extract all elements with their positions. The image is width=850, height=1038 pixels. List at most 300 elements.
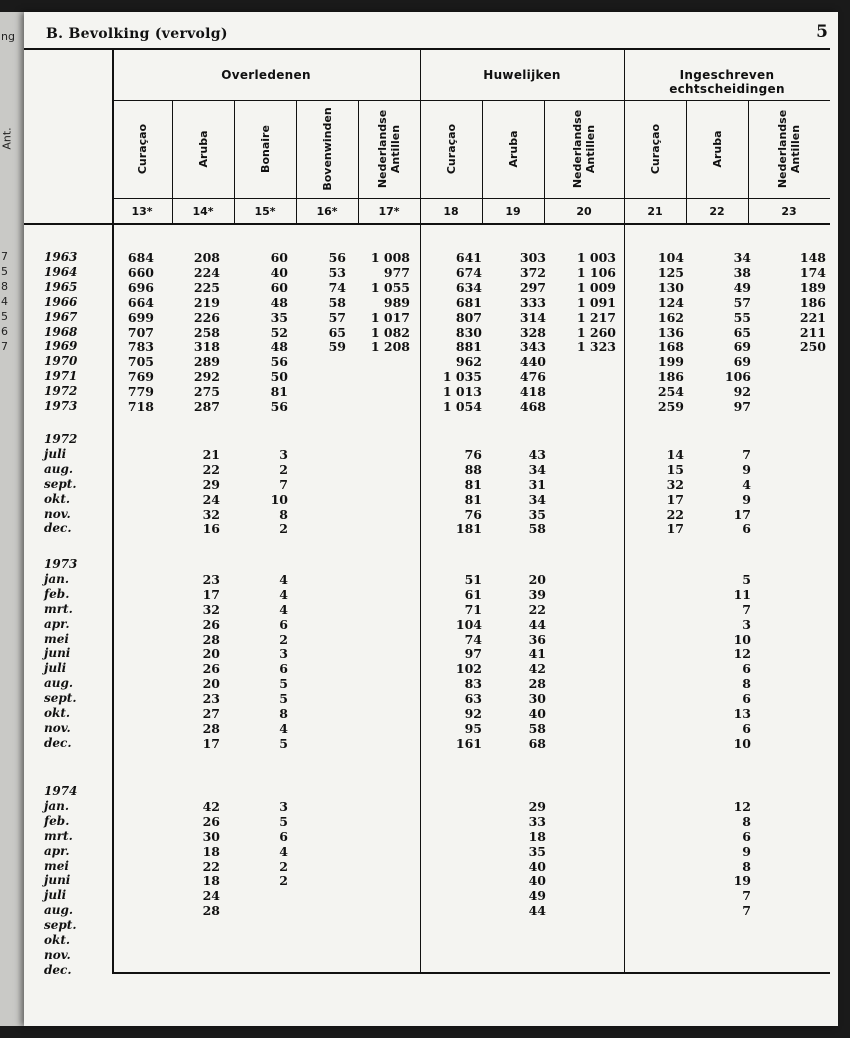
row-label: okt. bbox=[44, 933, 71, 947]
table-cell: 102 bbox=[455, 661, 482, 677]
column-number: 13* bbox=[131, 205, 153, 218]
table-cell: 136 bbox=[657, 324, 684, 340]
column-header: Nederlandse Antillen bbox=[776, 109, 802, 189]
column-header: Bonaire bbox=[258, 125, 272, 173]
table-cell: 44 bbox=[528, 616, 546, 632]
table-cell: 174 bbox=[799, 264, 826, 280]
column-number: 19 bbox=[505, 205, 521, 218]
table-cell: 7 bbox=[279, 476, 288, 492]
table-cell: 23 bbox=[202, 571, 220, 587]
table-cell: 696 bbox=[127, 279, 154, 295]
table-cell: 57 bbox=[733, 294, 751, 310]
column-number: 15* bbox=[254, 205, 276, 218]
table-cell: 8 bbox=[742, 676, 751, 692]
table-cell: 11 bbox=[733, 586, 751, 602]
table-cell: 48 bbox=[270, 294, 288, 310]
table-cell: 17 bbox=[733, 506, 751, 522]
row-label: mrt. bbox=[44, 828, 73, 843]
table-cell: 38 bbox=[733, 264, 751, 280]
table-cell: 29 bbox=[528, 798, 546, 814]
table-cell: 22 bbox=[202, 461, 220, 477]
table-cell: 104 bbox=[657, 250, 684, 265]
table-cell: 55 bbox=[733, 309, 751, 325]
table-cell: 35 bbox=[528, 506, 546, 522]
table-cell: 292 bbox=[193, 369, 220, 385]
table-cell: 186 bbox=[799, 294, 826, 310]
table-cell: 161 bbox=[455, 735, 482, 751]
table-cell: 97 bbox=[464, 646, 482, 662]
table-cell: 1 035 bbox=[442, 369, 482, 385]
table-cell: 705 bbox=[127, 354, 154, 370]
table-cell: 5 bbox=[279, 735, 288, 751]
group-divider-rule bbox=[624, 49, 625, 973]
table-cell: 104 bbox=[455, 616, 482, 632]
table-cell: 186 bbox=[657, 369, 684, 385]
table-cell: 287 bbox=[193, 399, 220, 414]
table-cell: 8 bbox=[279, 706, 288, 721]
table-cell: 50 bbox=[270, 369, 288, 385]
row-label: 1970 bbox=[44, 354, 78, 369]
column-header: Bovenwinden bbox=[320, 107, 334, 191]
row-label: nov. bbox=[44, 720, 71, 735]
table-cell: 17 bbox=[666, 491, 684, 507]
table-cell: 26 bbox=[202, 813, 220, 829]
table-cell: 181 bbox=[455, 521, 482, 537]
row-label: 1966 bbox=[44, 294, 78, 309]
table-cell: 43 bbox=[528, 446, 546, 462]
table-cell: 42 bbox=[202, 798, 220, 814]
table-cell: 297 bbox=[519, 279, 546, 295]
table-cell: 69 bbox=[733, 339, 751, 355]
table-cell: 92 bbox=[733, 384, 751, 400]
table-cell: 32 bbox=[202, 601, 220, 617]
table-cell: 148 bbox=[799, 250, 826, 265]
table-cell: 10 bbox=[270, 491, 288, 507]
row-label: juli bbox=[44, 888, 67, 903]
top-rule bbox=[24, 48, 830, 50]
row-label: 1971 bbox=[44, 369, 78, 384]
table-cell: 225 bbox=[193, 279, 220, 295]
table-cell: 39 bbox=[528, 586, 546, 602]
table-cell: 32 bbox=[666, 476, 684, 492]
row-label: jan. bbox=[44, 571, 70, 586]
row-label: nov. bbox=[44, 947, 71, 962]
table-cell: 58 bbox=[528, 521, 546, 537]
row-label: sept. bbox=[44, 691, 77, 706]
table-cell: 92 bbox=[464, 706, 482, 721]
group-header: Overledenen bbox=[221, 68, 311, 82]
table-cell: 33 bbox=[528, 813, 546, 829]
table-cell: 8 bbox=[742, 858, 751, 874]
table-cell: 9 bbox=[742, 843, 751, 859]
table-cell: 783 bbox=[127, 339, 154, 355]
table-cell: 34 bbox=[528, 491, 546, 507]
table-cell: 4 bbox=[279, 843, 288, 859]
table-cell: 275 bbox=[193, 384, 220, 400]
column-number: 23 bbox=[781, 205, 797, 218]
column-number: 14* bbox=[192, 205, 214, 218]
table-cell: 56 bbox=[270, 399, 288, 414]
row-label: 1972 bbox=[44, 384, 78, 399]
table-cell: 6 bbox=[742, 521, 751, 537]
table-cell: 6 bbox=[742, 691, 751, 707]
table-cell: 254 bbox=[657, 384, 684, 400]
table-cell: 10 bbox=[733, 735, 751, 751]
column-header: Curaçao bbox=[648, 123, 662, 175]
table-cell: 29 bbox=[202, 476, 220, 492]
row-label: okt. bbox=[44, 706, 71, 720]
table-cell: 8 bbox=[279, 506, 288, 522]
table-cell: 28 bbox=[202, 903, 220, 919]
table-cell: 24 bbox=[202, 491, 220, 507]
table-cell: 1 003 bbox=[576, 250, 616, 265]
row-label: 1969 bbox=[44, 339, 78, 354]
table-cell: 65 bbox=[733, 324, 751, 340]
table-cell: 58 bbox=[528, 720, 546, 736]
table-cell: 12 bbox=[733, 798, 751, 814]
group-rule bbox=[112, 100, 830, 101]
table-cell: 13 bbox=[733, 706, 751, 721]
table-cell: 125 bbox=[657, 264, 684, 280]
column-number: 18 bbox=[443, 205, 459, 218]
table-cell: 51 bbox=[464, 571, 482, 587]
table-cell: 57 bbox=[328, 309, 346, 325]
table-cell: 42 bbox=[528, 661, 546, 677]
table-cell: 35 bbox=[528, 843, 546, 859]
column-number: 16* bbox=[316, 205, 338, 218]
table-cell: 74 bbox=[464, 631, 482, 647]
row-label: dec. bbox=[44, 962, 72, 977]
table-cell: 258 bbox=[193, 324, 220, 340]
table-cell: 250 bbox=[799, 339, 826, 355]
row-label: sept. bbox=[44, 918, 77, 933]
table-cell: 2 bbox=[279, 858, 288, 874]
table-cell: 1 054 bbox=[442, 399, 482, 414]
section-year-heading: 1973 bbox=[44, 557, 78, 571]
table-cell: 1 208 bbox=[370, 339, 410, 355]
table-cell: 989 bbox=[383, 294, 410, 310]
table-cell: 49 bbox=[528, 888, 546, 904]
table-cell: 1 009 bbox=[576, 279, 616, 295]
table-cell: 6 bbox=[279, 661, 288, 677]
table-cell: 4 bbox=[279, 720, 288, 736]
column-header: Nederlandse Antillen bbox=[376, 109, 402, 189]
table-cell: 12 bbox=[733, 646, 751, 662]
table-cell: 4 bbox=[279, 571, 288, 587]
table-cell: 208 bbox=[193, 250, 220, 265]
table-cell: 7 bbox=[742, 601, 751, 617]
table-cell: 18 bbox=[528, 828, 546, 844]
table-cell: 219 bbox=[193, 294, 220, 310]
table-cell: 40 bbox=[528, 873, 546, 889]
table-cell: 56 bbox=[270, 354, 288, 370]
table-cell: 1 055 bbox=[370, 279, 410, 295]
table-cell: 18 bbox=[202, 873, 220, 889]
table-cell: 328 bbox=[519, 324, 546, 340]
table-cell: 124 bbox=[657, 294, 684, 310]
table-cell: 2 bbox=[279, 461, 288, 477]
row-label: mei bbox=[44, 631, 69, 646]
table-cell: 28 bbox=[528, 676, 546, 692]
table-cell: 56 bbox=[328, 250, 346, 265]
table-cell: 318 bbox=[193, 339, 220, 355]
row-label: jan. bbox=[44, 798, 70, 813]
table-cell: 6 bbox=[279, 616, 288, 632]
table-cell: 74 bbox=[328, 279, 346, 295]
table-cell: 22 bbox=[202, 858, 220, 874]
row-label: aug. bbox=[44, 676, 74, 691]
table-cell: 3 bbox=[279, 646, 288, 662]
margin-fragment: 4 bbox=[1, 295, 8, 308]
row-label: juni bbox=[44, 646, 71, 661]
header-bottom-rule bbox=[24, 223, 830, 225]
table-cell: 97 bbox=[733, 399, 751, 414]
table-cell: 718 bbox=[127, 399, 154, 414]
table-cell: 30 bbox=[528, 691, 546, 707]
table-cell: 6 bbox=[742, 720, 751, 736]
table-cell: 44 bbox=[528, 903, 546, 919]
table-cell: 106 bbox=[724, 369, 751, 385]
table-cell: 2 bbox=[279, 631, 288, 647]
table-cell: 7 bbox=[742, 903, 751, 919]
table-cell: 674 bbox=[455, 264, 482, 280]
table-cell: 1 260 bbox=[576, 324, 616, 340]
group-header: Ingeschreven echtscheidingen bbox=[669, 68, 785, 96]
table-cell: 40 bbox=[528, 858, 546, 874]
table-cell: 17 bbox=[666, 521, 684, 537]
table-cell: 60 bbox=[270, 250, 288, 265]
row-label: 1973 bbox=[44, 399, 78, 413]
margin-fragment: 8 bbox=[1, 280, 8, 293]
table-cell: 2 bbox=[279, 521, 288, 537]
document-page bbox=[24, 12, 838, 1026]
table-cell: 3 bbox=[279, 798, 288, 814]
table-cell: 34 bbox=[528, 461, 546, 477]
colnum-top-rule bbox=[112, 198, 830, 199]
table-cell: 1 013 bbox=[442, 384, 482, 400]
table-cell: 26 bbox=[202, 661, 220, 677]
margin-fragment: Ant. bbox=[0, 127, 14, 150]
table-cell: 303 bbox=[519, 250, 546, 265]
table-cell: 977 bbox=[383, 264, 410, 280]
table-cell: 1 082 bbox=[370, 324, 410, 340]
table-cell: 779 bbox=[127, 384, 154, 400]
table-cell: 34 bbox=[733, 250, 751, 265]
row-label: apr. bbox=[44, 616, 70, 631]
label-column-rule bbox=[112, 49, 114, 973]
table-cell: 58 bbox=[328, 294, 346, 310]
table-cell: 76 bbox=[464, 506, 482, 522]
table-cell: 9 bbox=[742, 491, 751, 507]
table-cell: 36 bbox=[528, 631, 546, 647]
table-cell: 168 bbox=[657, 339, 684, 355]
table-cell: 1 017 bbox=[370, 309, 410, 325]
margin-fragment: 7 bbox=[1, 340, 8, 353]
table-cell: 162 bbox=[657, 309, 684, 325]
table-cell: 1 106 bbox=[576, 264, 616, 280]
table-cell: 5 bbox=[279, 676, 288, 692]
row-label: 1964 bbox=[44, 264, 78, 279]
table-cell: 7 bbox=[742, 888, 751, 904]
table-cell: 83 bbox=[464, 676, 482, 692]
page-title: B. Bevolking (vervolg) bbox=[46, 26, 228, 42]
row-label: okt. bbox=[44, 491, 71, 506]
table-cell: 69 bbox=[733, 354, 751, 370]
row-label: dec. bbox=[44, 735, 72, 750]
table-cell: 440 bbox=[519, 354, 546, 370]
table-cell: 20 bbox=[528, 571, 546, 587]
table-cell: 5 bbox=[742, 571, 751, 587]
table-cell: 48 bbox=[270, 339, 288, 355]
table-cell: 224 bbox=[193, 264, 220, 280]
table-cell: 41 bbox=[528, 646, 546, 662]
table-cell: 76 bbox=[464, 446, 482, 462]
table-cell: 130 bbox=[657, 279, 684, 295]
margin-fragment: 7 bbox=[1, 250, 8, 263]
table-cell: 6 bbox=[742, 828, 751, 844]
row-label: 1965 bbox=[44, 279, 78, 294]
row-label: aug. bbox=[44, 461, 74, 476]
table-cell: 30 bbox=[202, 828, 220, 844]
table-cell: 60 bbox=[270, 279, 288, 295]
row-label: mei bbox=[44, 858, 69, 873]
table-cell: 259 bbox=[657, 399, 684, 414]
row-label: mrt. bbox=[44, 601, 73, 616]
table-cell: 81 bbox=[270, 384, 288, 400]
table-cell: 81 bbox=[464, 491, 482, 507]
table-cell: 664 bbox=[127, 294, 154, 310]
row-label: feb. bbox=[44, 586, 70, 601]
table-cell: 17 bbox=[202, 586, 220, 602]
table-cell: 26 bbox=[202, 616, 220, 632]
table-cell: 199 bbox=[657, 354, 684, 370]
table-cell: 81 bbox=[464, 476, 482, 492]
table-cell: 3 bbox=[742, 616, 751, 632]
table-cell: 226 bbox=[193, 309, 220, 325]
column-header: Nederlandse Antillen bbox=[571, 109, 597, 189]
table-cell: 189 bbox=[799, 279, 826, 295]
table-cell: 20 bbox=[202, 676, 220, 692]
table-cell: 71 bbox=[464, 601, 482, 617]
row-label: 1968 bbox=[44, 324, 78, 339]
column-number: 17* bbox=[378, 205, 400, 218]
table-cell: 7 bbox=[742, 446, 751, 462]
table-cell: 22 bbox=[528, 601, 546, 617]
table-cell: 32 bbox=[202, 506, 220, 522]
row-label: 1963 bbox=[44, 250, 78, 264]
table-cell: 289 bbox=[193, 354, 220, 370]
table-cell: 1 091 bbox=[576, 294, 616, 310]
table-cell: 699 bbox=[127, 309, 154, 325]
table-cell: 881 bbox=[455, 339, 482, 355]
table-cell: 769 bbox=[127, 369, 154, 385]
column-number: 21 bbox=[647, 205, 663, 218]
table-cell: 333 bbox=[519, 294, 546, 310]
table-cell: 6 bbox=[279, 828, 288, 844]
table-cell: 1 323 bbox=[576, 339, 616, 355]
table-cell: 5 bbox=[279, 813, 288, 829]
table-cell: 18 bbox=[202, 843, 220, 859]
table-cell: 24 bbox=[202, 888, 220, 904]
table-cell: 684 bbox=[127, 250, 154, 265]
table-cell: 27 bbox=[202, 706, 220, 721]
table-cell: 468 bbox=[519, 399, 546, 414]
table-cell: 88 bbox=[464, 461, 482, 477]
table-cell: 314 bbox=[519, 309, 546, 325]
table-cell: 5 bbox=[279, 691, 288, 707]
row-label: dec. bbox=[44, 521, 72, 536]
table-cell: 2 bbox=[279, 873, 288, 889]
table-cell: 15 bbox=[666, 461, 684, 477]
margin-fragment: 5 bbox=[1, 265, 8, 278]
table-cell: 8 bbox=[742, 813, 751, 829]
table-cell: 17 bbox=[202, 735, 220, 751]
table-cell: 962 bbox=[455, 354, 482, 370]
row-label: feb. bbox=[44, 813, 70, 828]
table-bottom-rule bbox=[112, 972, 830, 974]
table-cell: 641 bbox=[455, 250, 482, 265]
section-year-heading: 1972 bbox=[44, 432, 78, 446]
table-cell: 372 bbox=[519, 264, 546, 280]
table-cell: 6 bbox=[742, 661, 751, 677]
margin-fragment: 5 bbox=[1, 310, 8, 323]
column-number: 20 bbox=[576, 205, 592, 218]
row-label: 1967 bbox=[44, 309, 78, 324]
table-cell: 31 bbox=[528, 476, 546, 492]
table-cell: 681 bbox=[455, 294, 482, 310]
table-cell: 28 bbox=[202, 720, 220, 736]
table-cell: 476 bbox=[519, 369, 546, 385]
table-cell: 418 bbox=[519, 384, 546, 400]
table-cell: 1 008 bbox=[370, 250, 410, 265]
row-label: juni bbox=[44, 873, 71, 888]
column-header: Aruba bbox=[710, 130, 724, 168]
row-label: juli bbox=[44, 446, 67, 461]
table-cell: 4 bbox=[742, 476, 751, 492]
column-header: Aruba bbox=[506, 130, 520, 168]
table-cell: 221 bbox=[799, 309, 826, 325]
row-label: apr. bbox=[44, 843, 70, 858]
row-label: nov. bbox=[44, 506, 71, 521]
table-cell: 63 bbox=[464, 691, 482, 707]
table-cell: 59 bbox=[328, 339, 346, 355]
table-cell: 65 bbox=[328, 324, 346, 340]
column-number: 22 bbox=[709, 205, 725, 218]
group-header: Huwelijken bbox=[483, 68, 561, 82]
table-cell: 40 bbox=[528, 706, 546, 721]
table-cell: 3 bbox=[279, 446, 288, 462]
column-header: Curaçao bbox=[444, 123, 458, 175]
table-cell: 4 bbox=[279, 586, 288, 602]
margin-fragment: ng bbox=[1, 30, 15, 43]
table-cell: 21 bbox=[202, 446, 220, 462]
table-cell: 49 bbox=[733, 279, 751, 295]
group-divider-rule bbox=[420, 49, 421, 973]
table-cell: 343 bbox=[519, 339, 546, 355]
table-cell: 211 bbox=[799, 324, 826, 340]
table-cell: 68 bbox=[528, 735, 546, 751]
table-cell: 807 bbox=[455, 309, 482, 325]
row-label: sept. bbox=[44, 476, 77, 491]
table-cell: 20 bbox=[202, 646, 220, 662]
table-cell: 1 217 bbox=[576, 309, 616, 325]
section-year-heading: 1974 bbox=[44, 784, 78, 798]
row-label: juli bbox=[44, 661, 67, 676]
table-cell: 9 bbox=[742, 461, 751, 477]
table-cell: 4 bbox=[279, 601, 288, 617]
table-cell: 40 bbox=[270, 264, 288, 280]
table-cell: 10 bbox=[733, 631, 751, 647]
